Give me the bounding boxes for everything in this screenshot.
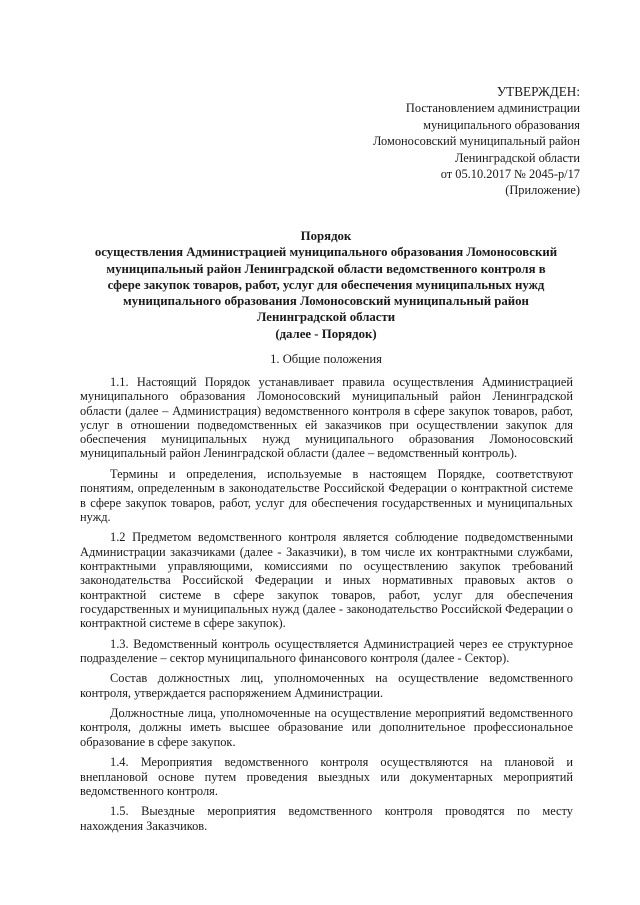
approval-line: (Приложение) <box>505 183 580 198</box>
document-title <box>66 228 586 342</box>
title-line: (далее - Порядок) <box>275 326 377 341</box>
paragraph: Термины и определения, используемые в настоящем Порядке, соответствуют понятиям, определенным в законодательстве Российской Федерации о контрактной системе в сфере закупок товаров, работ, услуг для обеспечения государственных и муниципальных нужд. <box>80 466 573 524</box>
approval-stamp <box>300 84 580 199</box>
approval-line: муниципального образования <box>423 117 580 132</box>
paragraph: 1.5. Выездные мероприятия ведомственного контроля проводятся по месту нахождения Заказчиков. <box>80 804 573 833</box>
title-line: Ленинградской области <box>256 310 396 325</box>
paragraph: Должностные лица, уполномоченные на осуществление мероприятий ведомственного контроля, должны иметь высшее образование или дополнительное профессиональное образование в сфере закупок. <box>80 706 573 749</box>
approval-line: Постановлением администрации <box>405 101 580 116</box>
title-line: Порядок <box>300 229 352 243</box>
title-line: муниципальный район Ленинградской области ведомственного контроля в <box>106 261 546 276</box>
paragraph: 1.3. Ведомственный контроль осуществляется Администрацией через ее структурное подразделение – сектор муниципального финансового контроля (далее - Сектор). <box>80 636 573 665</box>
section-heading: 1. Общие положения <box>270 352 382 366</box>
approval-line: Ленинградской области <box>454 150 580 165</box>
paragraph: 1.1. Настоящий Порядок устанавливает правила осуществления Администрацией муниципального образования Ломоносовский муниципальный район Ленинградской области (далее – Администрация) ведомственного контроля в сфере закупок товаров, работ, услуг в отношении подведомственных ей заказчиков при осуществлении закупок для обеспечения муниципальных нужд муниципального образования Ломоносовский муниципальный район Ленинградской области (далее – ведомственный контроль). <box>80 375 573 461</box>
approval-heading: УТВЕРЖДЕН: <box>496 84 580 99</box>
approval-date-line: от 05.10.2017 № 2045-р/17 <box>440 167 580 182</box>
title-line: муниципального образования Ломоносовский муниципальный район <box>123 294 529 309</box>
title-line: осуществления Администрацией муниципального образования Ломоносовский <box>94 245 558 260</box>
approval-line: Ломоносовский муниципальный район <box>372 134 580 149</box>
title-line: сфере закупок товаров, работ, услуг для обеспечения муниципальных нужд <box>107 277 545 292</box>
paragraph: Состав должностных лиц, уполномоченных на осуществление ведомственного контроля, утверждается распоряжением Администрации. <box>80 671 573 700</box>
paragraph: 1.2 Предметом ведомственного контроля является соблюдение подведомственными Администрации заказчиками (далее - Заказчики), в том числе их контрактными службами, контрактными управляющими, комиссиями по осуществлению закупок требований законодательства Российской Федерации и иных нормативных правовых актов о контрактной системе в сфере закупок товаров, работ, услуг для обеспечения государственных и муниципальных нужд (далее - законодательство Российской Федерации о контрактной системе в сфере закупок). <box>80 530 573 631</box>
paragraph: 1.4. Мероприятия ведомственного контроля осуществляются на плановой и внеплановой основе путем проведения выездных или документарных мероприятий ведомственного контроля. <box>80 755 573 798</box>
document-body <box>80 375 573 839</box>
